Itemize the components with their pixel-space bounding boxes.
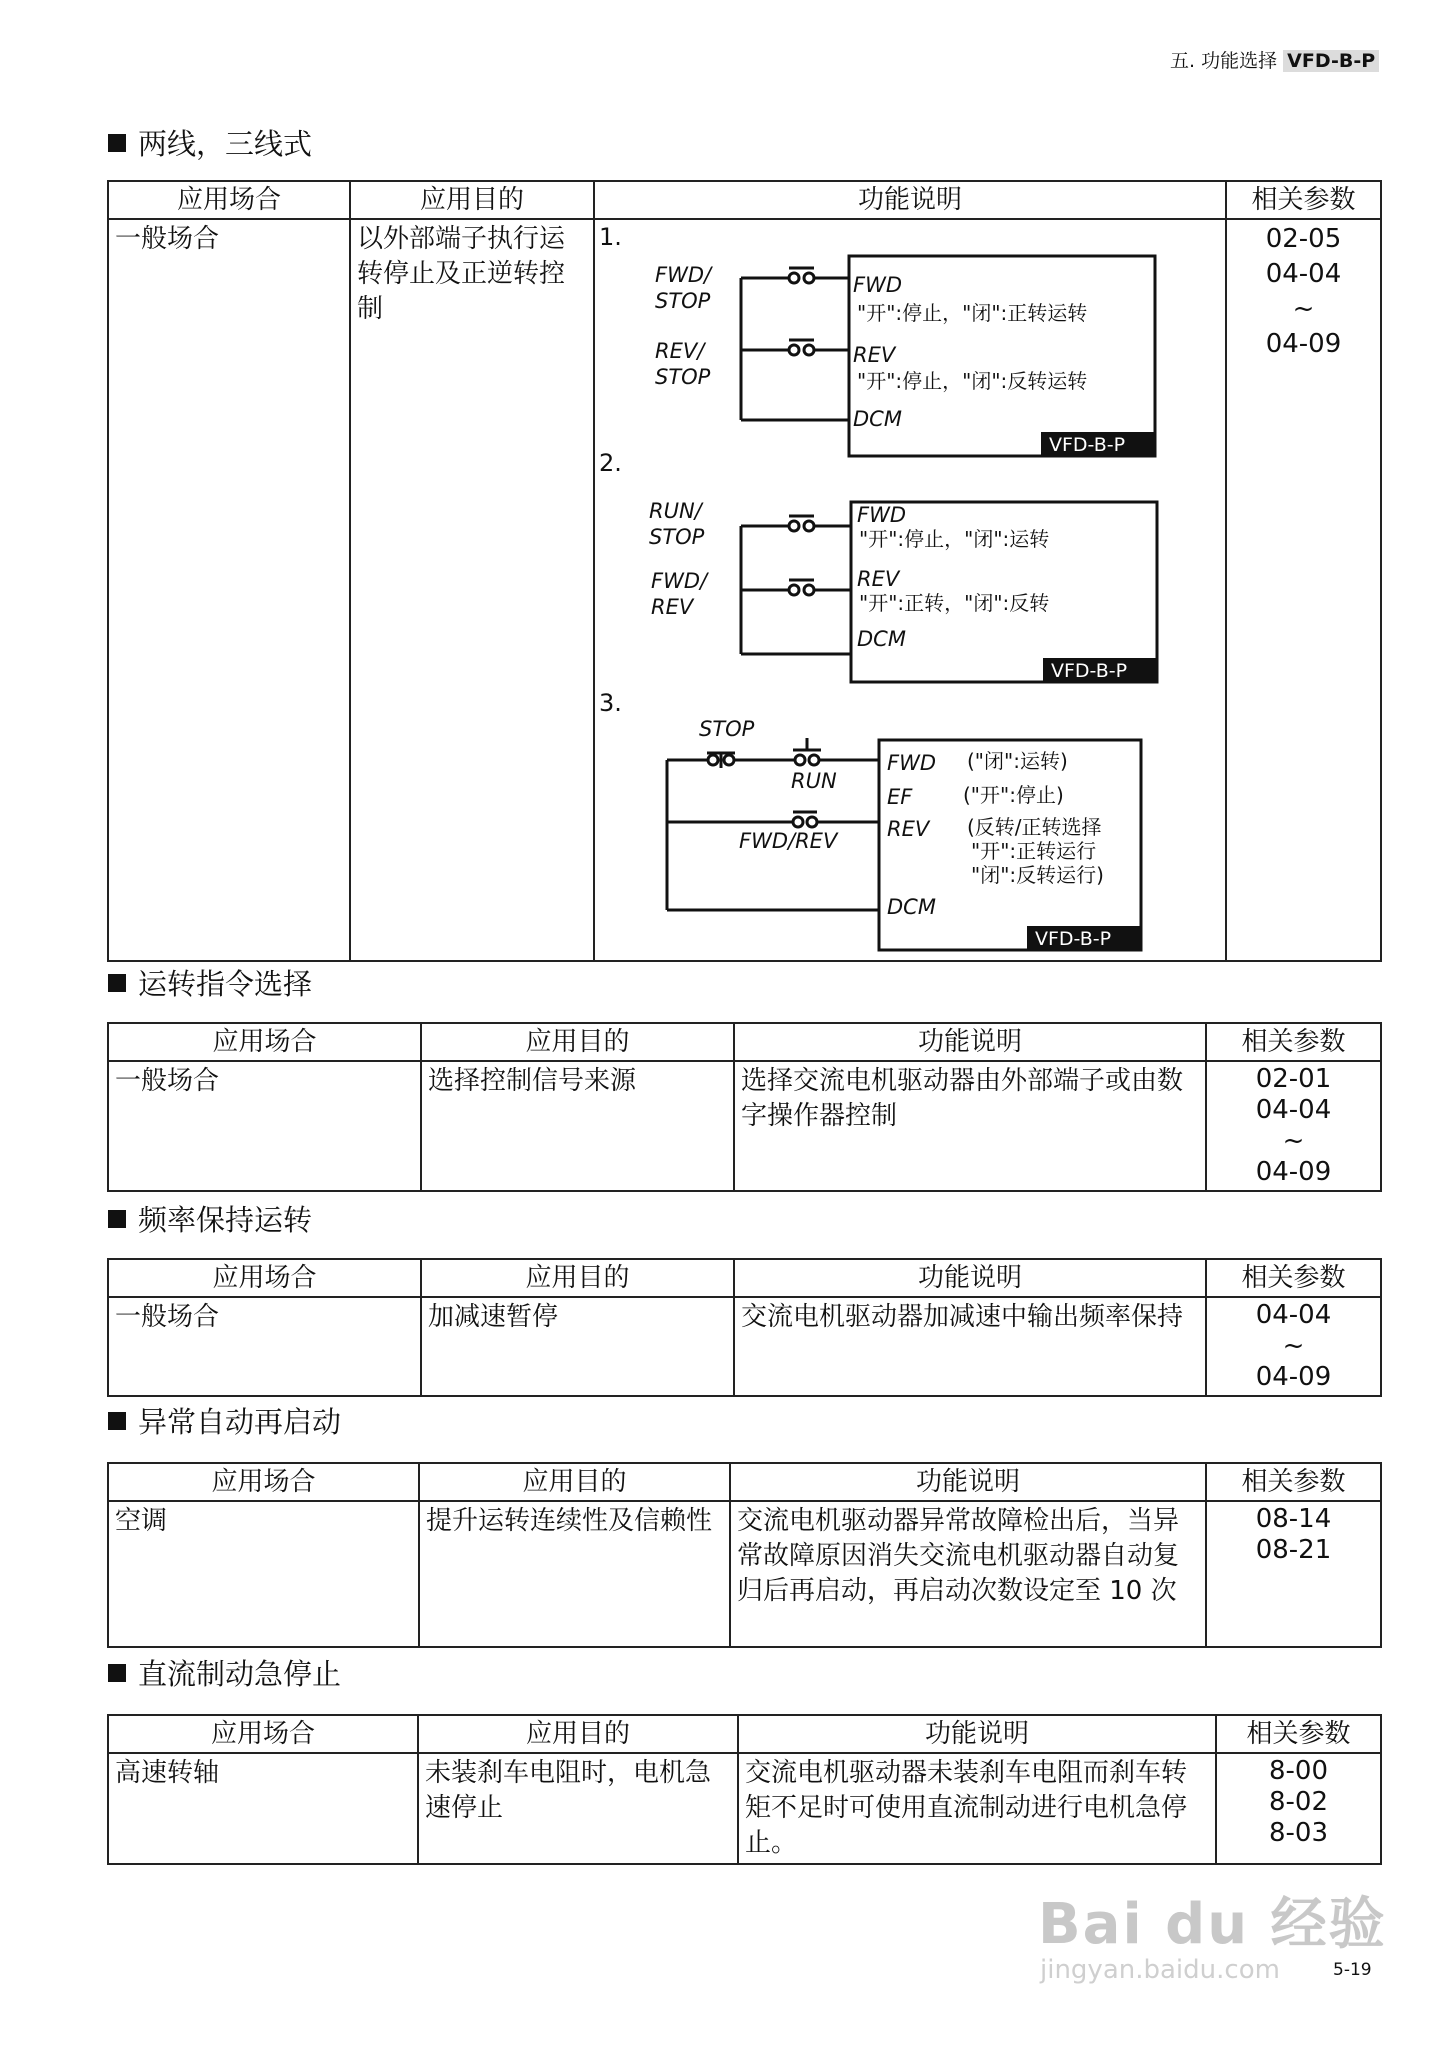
d3-terminal-ef: EF — [887, 785, 913, 809]
d2-label-fwd-rev-2: REV — [651, 595, 694, 619]
d1-terminal-rev: REV — [853, 343, 896, 367]
wiring-diagrams — [595, 220, 1225, 960]
d1-rev-note: "开":停止，"闭":反转运转 — [857, 369, 1088, 393]
section-title-frequency-hold: 频率保持运转 — [108, 1200, 312, 1240]
section-title-run-command: 运转指令选择 — [108, 964, 312, 1004]
d3-ef-note: ("开":停止) — [963, 783, 1064, 807]
d1-fwd-note: "开":停止，"闭":正转运转 — [857, 301, 1088, 325]
d3-fwd-note: ("闭":运转) — [967, 749, 1068, 773]
cell-params: 08-14 08-21 — [1206, 1501, 1381, 1647]
table-auto-restart — [107, 1462, 1382, 1648]
d3-terminal-dcm: DCM — [887, 895, 936, 919]
cell-case: 高速转轴 — [108, 1753, 418, 1864]
square-bullet-icon — [108, 1210, 126, 1228]
d2-label-run-stop-2: STOP — [649, 525, 705, 549]
d3-terminal-rev: REV — [887, 817, 930, 841]
cell-description: 选择交流电机驱动器由外部端子或由数字操作器控制 — [734, 1061, 1206, 1191]
cell-purpose: 选择控制信号来源 — [421, 1061, 734, 1191]
table-header-row: 应用场合 应用目的 功能说明 相关参数 — [108, 1463, 1381, 1501]
d2-terminal-fwd: FWD — [857, 503, 907, 527]
d3-label-fwd-rev: FWD/REV — [739, 829, 838, 853]
cell-description: 交流电机驱动器异常故障检出后，当异常故障原因消失交流电机驱动器自动复归后再启动，再启动次数设定至 10 次 — [730, 1501, 1206, 1647]
d3-rev-note-1: (反转/正转选择 — [967, 815, 1102, 839]
cell-description-diagrams — [594, 219, 1226, 961]
square-bullet-icon — [108, 1412, 126, 1430]
table-row — [108, 219, 1381, 961]
cell-params: 02-05 04-04 ~ 04-09 — [1226, 219, 1381, 961]
cell-purpose: 加减速暂停 — [421, 1297, 734, 1396]
d2-label-run-stop-1: RUN/ — [649, 499, 702, 523]
table-header-row — [108, 181, 1381, 219]
d1-terminal-fwd: FWD — [853, 273, 903, 297]
table-header-row: 应用场合 应用目的 功能说明 相关参数 — [108, 1715, 1381, 1753]
page-number: 5-19 — [1333, 1960, 1372, 1980]
table-header-row: 应用场合 应用目的 功能说明 相关参数 — [108, 1259, 1381, 1297]
d1-label-fwd-stop-2: STOP — [655, 289, 711, 313]
table-row — [108, 1501, 1381, 1647]
table-wiring — [107, 180, 1382, 962]
table-row — [108, 1753, 1381, 1864]
table-frequency-hold — [107, 1258, 1382, 1397]
d3-label-stop: STOP — [699, 717, 755, 741]
col-header-purpose: 应用目的 — [350, 181, 594, 219]
table-header-row: 应用场合 应用目的 功能说明 相关参数 — [108, 1023, 1381, 1061]
cell-case: 一般场合 — [108, 219, 350, 961]
d3-rev-note-3: "闭":反转运行) — [971, 863, 1104, 887]
d1-label-rev-stop-1: REV/ — [655, 339, 705, 363]
table-row — [108, 1297, 1381, 1396]
cell-params: 02-01 04-04 ~ 04-09 — [1206, 1061, 1381, 1191]
col-header-description: 功能说明 — [594, 181, 1226, 219]
d1-label-fwd-stop-1: FWD/ — [655, 263, 712, 287]
square-bullet-icon — [108, 1664, 126, 1682]
model-tag: VFD-B-P — [1283, 50, 1379, 72]
d1-label-rev-stop-2: STOP — [655, 365, 711, 389]
table-dc-brake — [107, 1714, 1382, 1865]
cell-purpose: 以外部端子执行运转停止及正逆转控制 — [350, 219, 594, 961]
page-header — [1170, 46, 1376, 76]
cell-case: 一般场合 — [108, 1297, 421, 1396]
cell-case: 空调 — [108, 1501, 419, 1647]
square-bullet-icon — [108, 134, 126, 152]
col-header-case: 应用场合 — [108, 181, 350, 219]
wiring-diagram-svg — [595, 220, 1227, 960]
d2-model-badge: VFD-B-P — [1051, 660, 1128, 682]
table-row — [108, 1061, 1381, 1191]
section-title-wiring: 两线，三线式 — [108, 124, 312, 164]
diagram-1-number: 1. — [599, 223, 622, 251]
cell-description: 交流电机驱动器加减速中输出频率保持 — [734, 1297, 1206, 1396]
d3-terminal-fwd: FWD — [887, 751, 937, 775]
cell-purpose: 未装刹车电阻时，电机急速停止 — [418, 1753, 738, 1864]
chapter-title: 五. 功能选择 — [1170, 50, 1278, 72]
square-bullet-icon — [108, 974, 126, 992]
watermark-logo: Bai du 经验 — [1038, 1892, 1387, 1957]
d1-model-badge: VFD-B-P — [1049, 434, 1126, 456]
d3-model-badge: VFD-B-P — [1035, 928, 1112, 950]
section-title-auto-restart: 异常自动再启动 — [108, 1402, 341, 1442]
d3-rev-note-2: "开":正转运行 — [971, 839, 1097, 863]
cell-params: 8-00 8-02 8-03 — [1216, 1753, 1381, 1864]
section-title-dc-brake: 直流制动急停止 — [108, 1654, 341, 1694]
d3-label-run: RUN — [791, 769, 837, 793]
d2-label-fwd-rev-1: FWD/ — [651, 569, 708, 593]
d2-terminal-dcm: DCM — [857, 627, 906, 651]
d2-fwd-note: "开":停止，"闭":运转 — [859, 527, 1050, 551]
cell-purpose: 提升运转连续性及信赖性 — [419, 1501, 730, 1647]
cell-params: 04-04 ~ 04-09 — [1206, 1297, 1381, 1396]
d1-terminal-dcm: DCM — [853, 407, 902, 431]
col-header-params: 相关参数 — [1226, 181, 1381, 219]
watermark-url: jingyan.baidu.com — [1040, 1955, 1280, 1985]
d2-terminal-rev: REV — [857, 567, 900, 591]
diagram-2-number: 2. — [599, 449, 622, 477]
cell-description: 交流电机驱动器未装刹车电阻而刹车转矩不足时可使用直流制动进行电机急停止。 — [738, 1753, 1216, 1864]
d2-rev-note: "开":正转，"闭":反转 — [859, 591, 1050, 615]
diagram-3-number: 3. — [599, 689, 622, 717]
cell-case: 一般场合 — [108, 1061, 421, 1191]
table-run-command — [107, 1022, 1382, 1192]
